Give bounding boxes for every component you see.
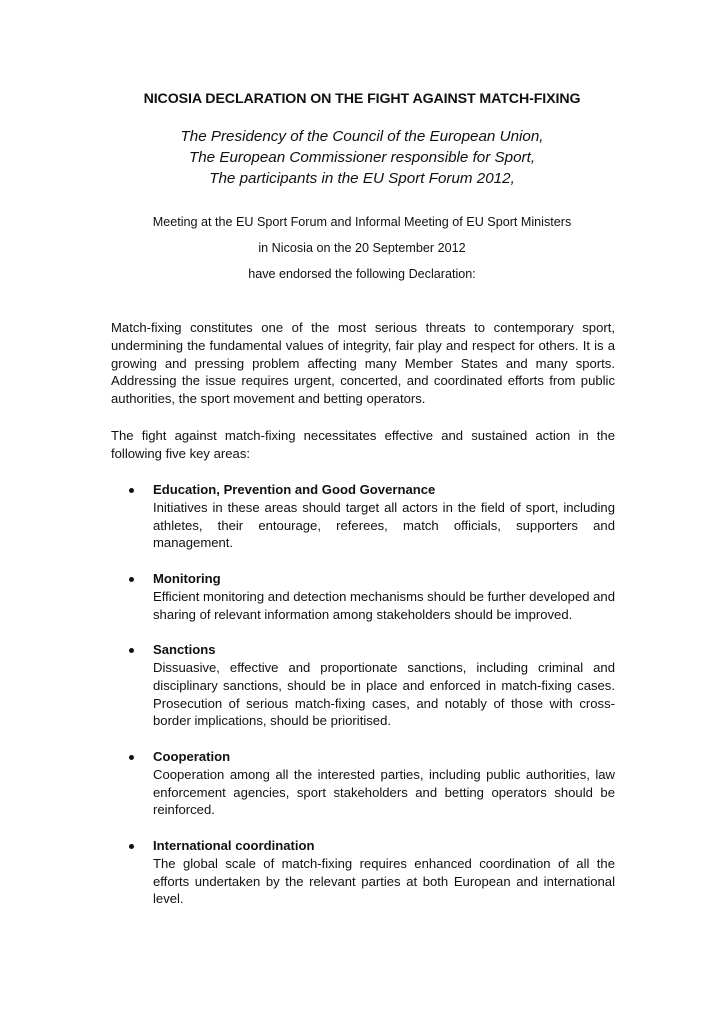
declaring-parties (0, 126, 724, 189)
area-title: International coordination (153, 837, 315, 853)
bullet-icon (129, 577, 134, 582)
list-item (111, 837, 615, 908)
area-description: Efficient monitoring and detection mechanisms should be further developed and sharing of relevant information among stakeholders should be improved. (153, 588, 615, 622)
area-description: Cooperation among all the interested parties, including public authorities, law enforcement agencies, sport stakeholders and betting operators should be reinforced. (153, 766, 615, 818)
list-item (111, 570, 615, 623)
area-title: Monitoring (153, 570, 221, 586)
intro-paragraph: Match-fixing constitutes one of the most serious threats to contemporary sport, undermining the fundamental values of integrity, fair play and respect for others. It is a growing and pressing problem affecting many Member States and many sports. Addressing the issue requires urgent, concerted, and coordinated efforts from public authorities, the sport movement and betting operators. (111, 320, 615, 407)
party-line: The European Commissioner responsible for Sport, (188, 149, 536, 166)
area-title: Education, Prevention and Good Governance (153, 482, 436, 497)
list-item (111, 748, 615, 819)
list-item (111, 481, 615, 552)
area-description: Dissuasive, effective and proportionate sanctions, including criminal and disciplinary sanctions, should be in place and enforced in match-fixing cases. Prosecution of serious match-fixing cases, and notably of those with cross-border implications, should be prioritised. (153, 659, 615, 729)
bullet-icon (129, 844, 134, 849)
bullet-icon (129, 755, 134, 760)
bullet-icon (129, 648, 134, 653)
lead-paragraph: The fight against match-fixing necessitates effective and sustained action in the following five key areas: (111, 428, 615, 461)
party-line: The participants in the EU Sport Forum 2012, (209, 170, 515, 187)
area-title: Sanctions (153, 642, 216, 658)
meeting-statement (0, 209, 724, 287)
list-item (111, 641, 615, 730)
area-title: Cooperation (153, 748, 231, 764)
meeting-line: in Nicosia on the 20 September 2012 (258, 241, 466, 255)
party-line: The Presidency of the Council of the European Union, (180, 128, 544, 145)
area-description: The global scale of match-fixing requires enhanced coordination of all the efforts undertaken by the relevant parties at both European and international level. (153, 855, 615, 907)
meeting-line: have endorsed the following Declaration: (248, 267, 476, 281)
area-description: Initiatives in these areas should target all actors in the field of sport, including athletes, their entourage, referees, match officials, supporters and management. (153, 499, 615, 551)
bullet-icon (129, 488, 134, 493)
key-areas-list (111, 481, 615, 926)
document-title: NICOSIA DECLARATION ON THE FIGHT AGAINST MATCH-FIXING (143, 91, 581, 107)
meeting-line: Meeting at the EU Sport Forum and Informal Meeting of EU Sport Ministers (152, 215, 572, 229)
